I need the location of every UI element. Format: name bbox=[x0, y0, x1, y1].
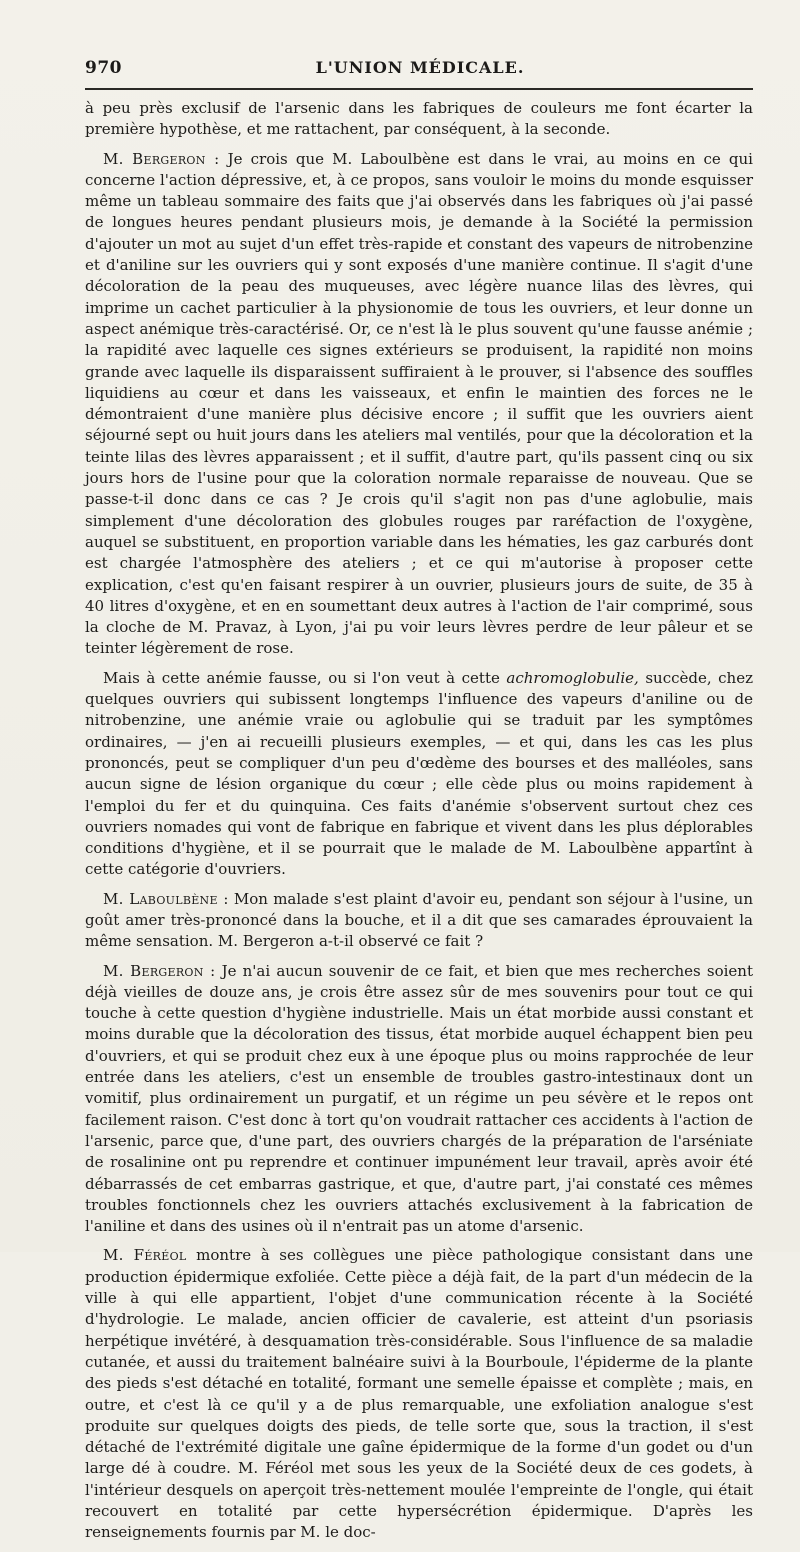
header-rule bbox=[85, 88, 753, 90]
italic-term: achromoglobulie, bbox=[506, 668, 639, 687]
page-header bbox=[85, 58, 755, 86]
paragraph-4 bbox=[85, 889, 753, 953]
running-title: L'UNION MÉDICALE. bbox=[315, 58, 525, 77]
paragraph-text: à peu près exclusif de l'arsenic dans les fabriques de couleurs me font écarter la première hypothèse, et me rattachent, par conséquent, à la seconde. bbox=[85, 99, 753, 139]
paragraph-3 bbox=[85, 668, 753, 881]
paragraph-5 bbox=[85, 961, 753, 1238]
paragraph-text-before: Mais à cette anémie fausse, ou si l'on veut à cette bbox=[103, 668, 507, 687]
speaker-name: M. Bergeron : bbox=[103, 961, 216, 980]
paragraph-text: Mon malade s'est plaint d'avoir eu, pendant son séjour à l'usine, un goût amer très-prononcé dans la bouche, et il a dit que ses camarades éprouvaient la même sensation. M. Bergeron a-t-il observé ce fait ? bbox=[85, 889, 753, 951]
paragraph-text: succède, chez quelques ouvriers qui subissent longtemps l'influence des vapeurs d'aniline ou de nitrobenzine, une anémie vraie ou aglobulie qui se traduit par les symptômes ordinaires, — j'en ai recueilli plusieurs exemples, — et qui, dans les cas les plus prononcés, peut se compliquer d'un peu d'œdème des bourses et des malléoles, sans aucun signe de lésion organique du cœur ; elle cède plus ou moins rapidement à l'emploi du fer et du quinquina. Ces faits d'anémie s'observent surtout chez ces ouvriers nomades qui vont de fabrique en fabrique et vivent dans les plus déplorables conditions d'hygiène, et il se pourrait que le malade de M. Laboulbène appartînt à cette catégorie d'ouvriers. bbox=[85, 668, 753, 879]
speaker-name: M. Bergeron : bbox=[103, 149, 220, 168]
paragraph-text: montre à ses collègues une pièce pathologique consistant dans une production épidermique exfoliée. Cette pièce a déjà fait, de la part d'un médecin de la ville à qui elle appartient, l'objet d'une communication récente à la Société d'hydrologie. Le malade, ancien officier de cavalerie, est atteint d'un psoriasis herpétique invétéré, à desquamation très-considérable. Sous l'influence de sa maladie cutanée, et aussi du traitement balnéaire suivi à la Bourboule, l'épiderme de la plante des pieds s'est détaché en totalité, formant une semelle épaisse et complète ; mais, en outre, et c'est là ce qu'il y a de plus remarquable, une exfoliation analogue s'est produite sur quelques doigts des pieds, de telle sorte que, sous la traction, il s'est détaché de l'extrémité digitale une gaîne épidermique de la forme d'un godet ou d'un large dé à coudre. M. Féréol met sous les yeux de la Société deux de ces godets, à l'intérieur desquels on aperçoit très-nettement moulée l'empreinte de l'ongle, qui était recouvert en totalité par cette hypersécrétion épidermique. D'après les renseignements fournis par M. le doc- bbox=[85, 1246, 753, 1542]
speaker-name: M. Laboulbène : bbox=[103, 889, 229, 908]
page-number: 970 bbox=[85, 58, 122, 78]
paragraph-text: Je n'ai aucun souvenir de ce fait, et bien que mes recherches soient déjà vieilles de douze ans, je crois être assez sûr de mes souvenirs pour tout ce qui touche à cette question d'hygiène industrielle. Mais un état morbide aussi constant et moins durable que la décoloration des tissus, état morbide auquel échappent bien peu d'ouvriers, et qui se produit chez eux à une époque plus ou moins rapprochée de leur entrée dans les ateliers, c'est un ensemble de troubles gastro-intestinaux dont un vomitif, plus ordinairement un purgatif, et un régime un peu sévère et le repos ont facilement raison. C'est donc à tort qu'on voudrait rattacher ces accidents à l'action de l'arsenic, parce que, d'une part, des ouvriers chargés de la préparation de l'arséniate de rosalinine ont pu reprendre et continuer impunément leur travail, après avoir été débarrassés de cet embarras gastrique, et que, d'autre part, j'ai constaté ces mêmes troubles fonctionnels chez les ouvriers attachés exclusivement à la fabrication de l'aniline et dans des usines où il n'entrait pas un atome d'arsenic. bbox=[85, 961, 753, 1236]
paragraph-1 bbox=[85, 98, 753, 141]
paragraph-2 bbox=[85, 149, 753, 660]
paragraph-text: Je crois que M. Laboulbène est dans le vrai, au moins en ce qui concerne l'action dépressive, et, à ce propos, sans vouloir le moins du monde esquisser même un tableau sommaire des faits que j'ai observés dans les fabriques où j'ai passé de longues heures pendant plusieurs mois, je demande à la Société la permission d'ajouter un mot au sujet d'un effet très-rapide et constant des vapeurs de nitrobenzine et d'aniline sur les ouvriers qui y sont exposés d'une manière continue. Il s'agit d'une décoloration de la peau des muqueuses, avec légère nuance lilas des lèvres, qui imprime un cachet particulier à la physionomie de tous les ouvriers, et leur donne un aspect anémique très-caractérisé. Or, ce n'est là le plus souvent qu'une fausse anémie ; la rapidité avec laquelle ces signes extérieurs se produisent, la rapidité non moins grande avec laquelle ils disparaissent suffiraient à le prouver, si l'absence des souffles liquidiens au cœur et dans les vaisseaux, et enfin le maintien des forces ne le démontraient d'une manière plus décisive encore ; il suffit que les ouvriers aient séjourné sept ou huit jours dans les ateliers mal ventilés, pour que la décoloration et la teinte lilas des lèvres apparaissent ; et il suffit, d'autre part, qu'ils passent cinq ou six jours hors de l'usine pour que la coloration normale reparaisse de nouveau. Que se passe-t-il donc dans ce cas ? Je crois qu'il s'agit non pas d'une aglobulie, mais simplement d'une décoloration des globules rouges par raréfaction de l'oxygène, auquel se substituent, en proportion variable dans les hématies, les gaz carburés dont est chargée l'atmosphère des ateliers ; et ce qui m'autorise à proposer cette explication, c'est qu'en faisant respirer à un ouvrier, plusieurs jours de suite, de 35 à 40 litres d'oxygène, et en en soumettant deux autres à l'action de l'air comprimé, sous la cloche de M. Pravaz, à Lyon, j'ai pu voir leurs lèvres perdre de leur pâleur et se teinter légèrement de rose. bbox=[85, 149, 753, 658]
paragraph-6 bbox=[85, 1245, 753, 1543]
speaker-name: M. Féréol bbox=[103, 1246, 187, 1265]
body-text bbox=[85, 98, 753, 1552]
